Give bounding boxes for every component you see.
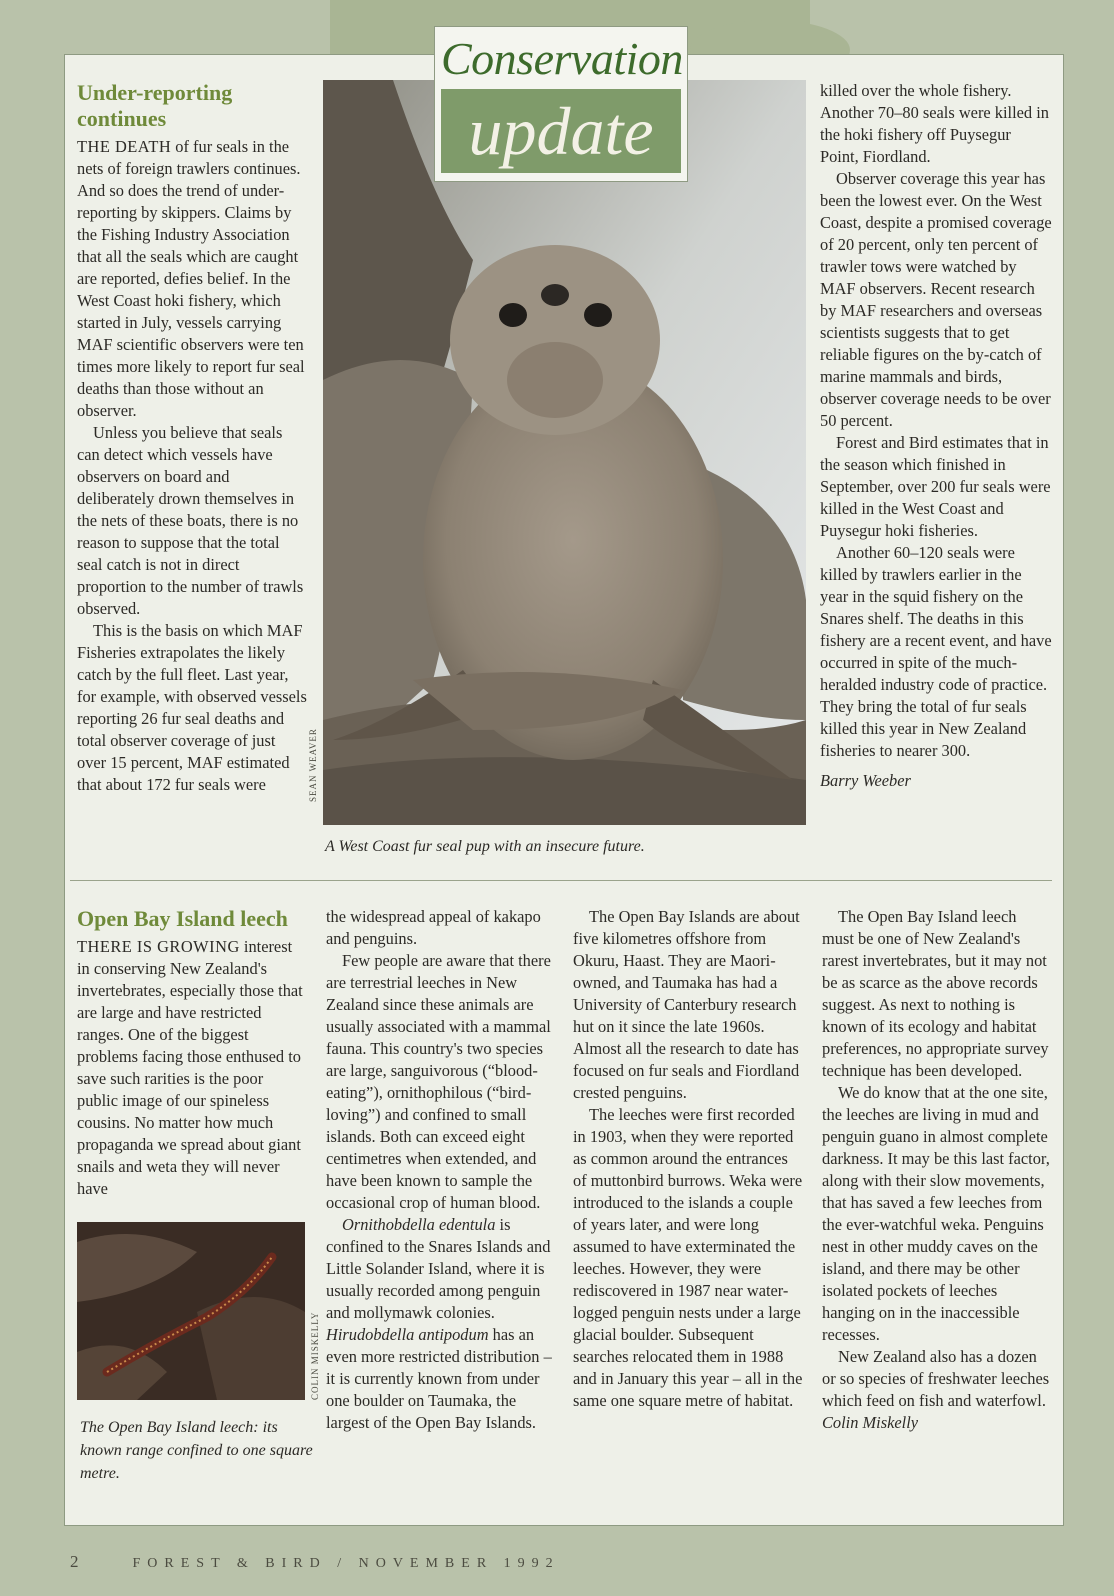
article2-paragraph: The Open Bay Island leech must be one of New Zealand's rarest invertebrates, but it may not be as scarce as the above records suggest. As next to nothing is known of its ecology and habitat preferences, no appropriate survey technique has been developed. — [822, 907, 1049, 1080]
seal-photo-caption: A West Coast fur seal pup with an insecure future. — [325, 838, 645, 855]
species-name: Hirudobdella antipodum — [326, 1325, 489, 1344]
section-divider — [70, 880, 1052, 881]
article2-paragraph: the widespread appeal of kakapo and penguins. — [326, 907, 541, 948]
footer-text: FOREST & BIRD / NOVEMBER 1992 — [132, 1556, 560, 1571]
article1-paragraph: killed over the whole fishery. Another 70–80 seals were killed in the hoki fishery off Puysegur Point, Fiordland. — [820, 81, 1049, 166]
leech-photo — [77, 1222, 305, 1400]
article1-paragraph: Observer coverage this year has been the lowest ever. On the West Coast, despite a promised coverage of 20 percent, only ten percent of trawler tows were watched by MAF observers. Recent research by MAF researchers and overseas scientists suggests that to get reliable figures on the by-catch of marine mammals and birds, observer coverage needs to be over 50 percent. — [820, 169, 1052, 430]
article2-paragraph: Few people are aware that there are terrestrial leeches in New Zealand since these animals are usually associated with a mammal fauna. This country's two species are large, sanguivorous (“blood-eating”), ornithophilous (“bird-loving”) and confined to small islands. Both can exceed eight centimetres when extended, and have been known to sample the occasional crop of human blood. — [326, 951, 551, 1212]
article1-paragraph: Unless you believe that seals can detect which vessels have observers on board and deliberately drown themselves in the nets of these boats, there is no reason to suppose that the total seal catch is not in direct proportion to the number of trawls observed. — [77, 423, 304, 618]
article1-column-right — [820, 80, 1052, 792]
article2-heading: Open Bay Island leech — [77, 906, 288, 931]
species-name: Ornithobdella edentula — [342, 1215, 496, 1234]
masthead-subtitle: update — [441, 89, 681, 173]
article1-lead: THE DEATH — [77, 137, 172, 156]
article2-byline: Colin Miskelly — [822, 1413, 919, 1432]
article1-paragraph: Another 60–120 seals were killed by trawlers earlier in the year in the squid fishery on the Snares shelf. The deaths in this fishery are a recent event, and have occurred in spite of the much-heralded industry code of practice. They bring the total of fur seals killed this year in New Zealand fisheries to nearer 300. — [820, 543, 1052, 760]
article1-byline: Barry Weeber — [820, 771, 911, 790]
article2-paragraph: We do know that at the one site, the leeches are living in mud and penguin guano in almost complete darkness. It may be this last factor, along with their slow movements, that has saved a few leeches from the ever-watchful weka. Penguins nest in other muddy caves on the island, and there may be other isolated pockets of leeches hanging on in the inaccessible recesses. — [822, 1083, 1050, 1344]
article1-heading: Under-reporting continues — [77, 80, 233, 131]
photo-credit: COLIN MISKELLY — [310, 1311, 320, 1400]
article1-paragraph: THE DEATH of fur seals in the nets of foreign trawlers continues. And so does the trend of under-reporting by skippers. Claims by the Fishing Industry Association that all the seals which are caught are reported, defies belief. In the West Coast hoki fishery, which started in July, vessels carrying MAF scientific observers were ten times more likely to report fur seal deaths than those without an observer. — [77, 137, 305, 420]
article2-column-1 — [77, 906, 307, 1200]
article1-paragraph: Forest and Bird estimates that in the season which finished in September, over 200 fur seals were killed in the West Coast and Puysegur hoki fisheries. — [820, 433, 1051, 540]
leech-photo-caption: The Open Bay Island leech: its known range confined to one square metre. — [80, 1419, 313, 1482]
article2-paragraph: New Zealand also has a dozen or so species of freshwater leeches which feed on fish and waterfowl. — [822, 1347, 1050, 1410]
article2-lead: THERE IS GROWING — [77, 937, 240, 956]
article2-paragraph: Ornithobdella edentula is confined to the Snares Islands and Little Solander Island, where it is usually recorded among penguin and mollymawk colonies. Hirudobdella antipodum has an even more restricted distribution – it is currently known from under one boulder on Taumaka, the largest of the Open Bay Islands. — [326, 1215, 552, 1432]
article2-column-3 — [573, 906, 803, 1412]
article1-column-left — [77, 80, 307, 796]
article2-paragraph: The Open Bay Islands are about five kilometres offshore from Okuru, Haast. They are Maori-owned, and Taumaka has had a University of Canterbury research hut on it since the late 1960s. Almost all the research to date has focused on fur seals and Fiordland crested penguins. — [573, 907, 800, 1102]
page-footer — [70, 1552, 560, 1572]
article2-paragraph: THERE IS GROWING interest in conserving New Zealand's invertebrates, especially those that are large and have restricted ranges. One of the biggest problems facing those enthused to save such rarities is the poor public image of our spineless cousins. No matter how much propaganda we spread about giant snails and weta they will never have — [77, 937, 303, 1198]
fur-seal-photo — [323, 80, 806, 825]
article1-paragraph: This is the basis on which MAF Fisheries extrapolates the likely catch by the full fleet. Last year, for example, with observed vessels reporting 26 fur seal deaths and total observer coverage of just over 15 percent, MAF estimated that about 172 fur seals were — [77, 621, 307, 794]
masthead-title: Conservation — [441, 33, 683, 84]
article2-paragraph: The leeches were first recorded in 1903, when they were reported as common around the entrances of muttonbird burrows. Weka were introduced to the islands a couple of years later, and were long assumed to have exterminated the leeches. However, they were rediscovered in 1987 near water-logged penguin nests under a large glacial boulder. Subsequent searches relocated them in 1988 and in January this year – all in the same one square metre of habitat. — [573, 1105, 803, 1410]
photo-credit: SEAN WEAVER — [308, 728, 318, 802]
article2-column-4 — [822, 906, 1052, 1434]
article2-column-2 — [326, 906, 556, 1434]
page-number: 2 — [70, 1552, 79, 1571]
masthead — [434, 26, 688, 182]
